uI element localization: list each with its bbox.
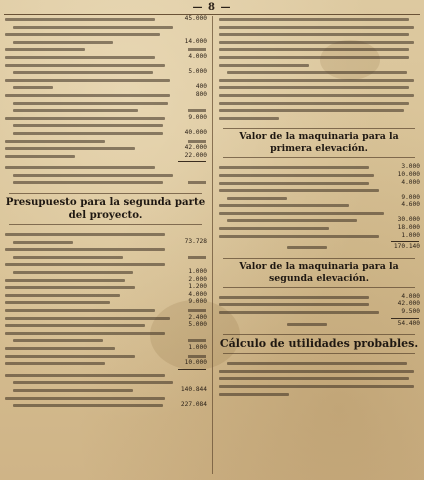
amount: 5.000 bbox=[188, 321, 207, 329]
table-row bbox=[3, 299, 208, 307]
section-divider bbox=[223, 157, 415, 158]
table-row bbox=[3, 122, 208, 130]
amount: 400 bbox=[195, 83, 207, 91]
amount: 2.000 bbox=[188, 275, 207, 283]
amount: 1.000 bbox=[401, 231, 420, 239]
table-row bbox=[3, 172, 208, 180]
text-line bbox=[217, 24, 421, 32]
table-row bbox=[3, 277, 208, 285]
section-divider bbox=[223, 258, 415, 259]
left-column bbox=[3, 16, 208, 410]
amount: 140.844 bbox=[180, 385, 207, 393]
text-line bbox=[217, 84, 421, 92]
amount: 45.000 bbox=[184, 15, 207, 22]
text-line bbox=[217, 360, 421, 368]
table-row bbox=[3, 372, 208, 380]
text-line bbox=[217, 375, 421, 383]
table-row bbox=[3, 100, 208, 108]
table-row bbox=[217, 172, 421, 180]
table-row bbox=[3, 115, 208, 123]
table-row bbox=[3, 269, 208, 277]
table-row bbox=[217, 187, 421, 195]
table-row bbox=[3, 387, 208, 395]
amount: 1.200 bbox=[188, 283, 207, 291]
section-heading: Cálculo de utilidades probables. bbox=[219, 337, 419, 351]
text-line bbox=[217, 92, 421, 100]
text-line bbox=[217, 383, 421, 391]
amount: 4.000 bbox=[188, 52, 207, 60]
section-heading: Presupuesto para la segunda parte del proyecto. bbox=[5, 196, 206, 222]
header-rule bbox=[4, 14, 420, 15]
section-divider bbox=[223, 128, 415, 129]
table-row bbox=[3, 24, 208, 32]
amount: 4.000 bbox=[188, 290, 207, 298]
section-divider bbox=[223, 334, 415, 335]
table-row bbox=[3, 315, 208, 323]
section-divider bbox=[9, 224, 202, 225]
table-row bbox=[217, 164, 421, 172]
text-line bbox=[217, 368, 421, 376]
column-divider bbox=[212, 16, 213, 474]
text-line bbox=[217, 115, 421, 123]
amount: 3.000 bbox=[401, 163, 420, 171]
section-divider bbox=[223, 353, 415, 354]
table-row bbox=[217, 195, 421, 203]
text-line bbox=[217, 391, 421, 399]
amount: 18.000 bbox=[397, 224, 420, 232]
table-row bbox=[3, 84, 208, 92]
table-row bbox=[3, 62, 208, 70]
amount: 10.000 bbox=[397, 170, 420, 178]
table-row bbox=[3, 345, 208, 353]
table-row bbox=[3, 16, 208, 24]
table-row bbox=[3, 307, 208, 315]
right-column bbox=[217, 16, 421, 398]
amount: 9.500 bbox=[401, 308, 420, 316]
amount: 22.000 bbox=[184, 151, 207, 159]
table-row bbox=[3, 77, 208, 85]
amount: 9.000 bbox=[188, 298, 207, 306]
table-row bbox=[3, 138, 208, 146]
amount: 4.600 bbox=[401, 201, 420, 209]
table-row bbox=[3, 164, 208, 172]
table-row bbox=[3, 46, 208, 54]
amount: 4.000 bbox=[401, 178, 420, 186]
table-row bbox=[3, 353, 208, 361]
total-amount: 170.140 bbox=[393, 243, 420, 251]
section-divider bbox=[9, 193, 202, 194]
table-row bbox=[3, 145, 208, 153]
table-row bbox=[3, 231, 208, 239]
table-row bbox=[3, 39, 208, 47]
table-row bbox=[217, 180, 421, 188]
amount: 5.000 bbox=[188, 68, 207, 76]
table-row bbox=[3, 54, 208, 62]
table-row bbox=[217, 309, 421, 317]
table-row bbox=[3, 402, 208, 410]
table-row bbox=[3, 246, 208, 254]
amount: 40.000 bbox=[184, 128, 207, 136]
table-row bbox=[3, 322, 208, 330]
table-row bbox=[217, 233, 421, 241]
total-row bbox=[217, 244, 421, 252]
table-row bbox=[3, 395, 208, 403]
amount: 1.000 bbox=[188, 268, 207, 276]
table-row bbox=[3, 330, 208, 338]
table-row bbox=[3, 153, 208, 161]
table-row bbox=[3, 261, 208, 269]
table-row bbox=[217, 301, 421, 309]
table-row bbox=[3, 254, 208, 262]
amount: 2.400 bbox=[188, 313, 207, 321]
text-line bbox=[217, 46, 421, 54]
table-row bbox=[217, 294, 421, 302]
table-row bbox=[3, 284, 208, 292]
amount: 30.000 bbox=[397, 216, 420, 224]
amount: 9.000 bbox=[188, 113, 207, 121]
amount: 14.000 bbox=[184, 37, 207, 45]
table-row bbox=[217, 210, 421, 218]
table-row bbox=[217, 225, 421, 233]
text-line bbox=[217, 100, 421, 108]
text-line bbox=[217, 54, 421, 62]
text-line bbox=[217, 31, 421, 39]
table-row bbox=[3, 292, 208, 300]
table-row bbox=[3, 130, 208, 138]
total-amount: 54.400 bbox=[397, 319, 420, 327]
amount: 227.084 bbox=[180, 401, 207, 409]
amount: 73.728 bbox=[184, 237, 207, 245]
text-line bbox=[217, 107, 421, 115]
amount: 9.000 bbox=[401, 193, 420, 201]
table-row bbox=[3, 107, 208, 115]
table-row bbox=[3, 69, 208, 77]
table-row bbox=[3, 379, 208, 387]
amount: 4.000 bbox=[401, 292, 420, 300]
amount: 10.000 bbox=[184, 359, 207, 367]
text-line bbox=[217, 16, 421, 24]
section-divider bbox=[223, 287, 415, 288]
section-heading: Valor de la maquinaria para la segunda elevación. bbox=[239, 260, 399, 284]
amount: 1.000 bbox=[188, 343, 207, 351]
table-row bbox=[217, 217, 421, 225]
table-row bbox=[3, 179, 208, 187]
table-row bbox=[3, 239, 208, 247]
table-row bbox=[217, 202, 421, 210]
text-line bbox=[217, 69, 421, 77]
table-row bbox=[3, 31, 208, 39]
text-line bbox=[217, 77, 421, 85]
amount: 800 bbox=[195, 90, 207, 98]
table-row bbox=[3, 360, 208, 368]
text-line bbox=[217, 39, 421, 47]
table-row bbox=[3, 92, 208, 100]
total-row bbox=[217, 321, 421, 329]
section-heading: Valor de la maquinaria para la primera elevación. bbox=[239, 131, 399, 155]
amount: 42.000 bbox=[397, 300, 420, 308]
table-row bbox=[3, 337, 208, 345]
amount: 42.000 bbox=[184, 144, 207, 152]
page-number: — 8 — bbox=[192, 2, 232, 13]
text-line bbox=[217, 62, 421, 70]
